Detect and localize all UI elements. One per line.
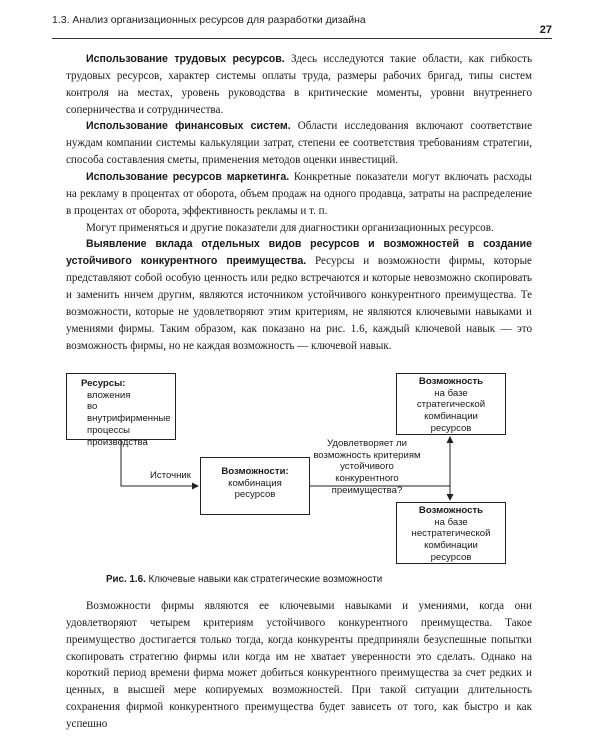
box-title: Возможности: — [221, 466, 289, 477]
box-title: Ресурсы: — [81, 378, 126, 389]
resources-box — [66, 373, 176, 448]
figure-caption — [106, 574, 382, 585]
box-line: ресурсов — [430, 422, 472, 434]
paragraph-other-indicators — [66, 220, 532, 237]
box-title: Возможность — [418, 376, 484, 387]
box-line: комбинации — [424, 540, 478, 552]
paragraph-heading: Выявление вклада отдельных видов ресурсов и возможностей в создание устойчивого конкурентного преимущества. — [66, 238, 532, 268]
strategic-capability-box — [396, 373, 506, 435]
paragraph-heading: Использование ресурсов маркетинга. — [86, 171, 290, 184]
box-line: комбинация — [228, 477, 282, 489]
body-text-bottom — [66, 598, 532, 733]
box-line: вложения — [87, 389, 131, 401]
paragraph-text: Области исследования включают соответствие нуждам компании системы калькуляции затрат, степени ее соответствия требованиям стратегии, способа составления сметы, применения методов оценки инвестиций. — [66, 120, 532, 167]
criteria-question-label: Удовлетворяет ли возможность критериям устойчивого конкурентного преимущества? — [313, 438, 421, 496]
box-line: стратегической — [416, 399, 486, 411]
paragraph-contribution — [66, 236, 532, 354]
paragraph-closing: Возможности фирмы являются ее ключевыми навыками и умениями, когда они удовлетворяют четырем критериям устойчивого конкурентного преимущества. Такое преимущество достигается только тогда, когда конкуренты предприняли безуспешные попытки скопировать стратегию фирмы или когда им не хватает уверенности это сделать. Однако на короткий период времени фирма может добиться конкурентного преимущества за счет редких и ценных, в высшей мере копируемых возможностей. При такой ситуации длительность сохранения фирмой конкурентного преимущества будет зависеть от того, как быстро и как успешно — [66, 600, 532, 731]
box-title: Возможность — [418, 505, 484, 516]
header-rule — [52, 38, 552, 39]
box-line: на базе — [434, 387, 468, 399]
caption-text: Ключевые навыки как стратегические возможности — [145, 574, 383, 585]
combination-box — [200, 457, 310, 515]
box-line: процессы — [87, 424, 131, 436]
source-label: Источник — [150, 470, 191, 481]
running-head: 1.3. Анализ организационных ресурсов для разработки дизайна — [52, 14, 366, 26]
body-text-top — [66, 51, 532, 354]
paragraph-heading: Использование финансовых систем. — [86, 120, 291, 133]
box-line: ресурсов — [234, 489, 276, 501]
nonstrategic-capability-box — [396, 502, 506, 564]
box-line: на базе — [434, 516, 468, 528]
paragraph-text: Здесь исследуются такие области, как гибкость трудовых ресурсов, характер системы оплаты труда, размеры рабочих бригад, типы систем контроля на местах, уровень руководства в критические моменты, уровни внутреннего соперничества и сотрудничества. — [66, 53, 533, 116]
paragraph-finance — [66, 118, 532, 169]
page-number: 27 — [539, 24, 552, 36]
caption-number: Рис. 1.6. — [106, 574, 146, 585]
box-line: нестратегической — [411, 528, 491, 540]
box-line: производства — [87, 436, 148, 448]
paragraph-labor — [66, 51, 532, 118]
paragraph-heading: Использование трудовых ресурсов. — [86, 53, 285, 65]
box-line: комбинации — [424, 411, 478, 423]
paragraph-text: Могут применяться и другие показатели для диагностики организационных ресурсов. — [86, 221, 494, 234]
paragraph-marketing — [66, 169, 532, 220]
paragraph-text: Ресурсы и возможности фирмы, которые представляют собой особую ценность или редко встречаются и которые невозможно скопировать и заменить ничем другим, являются источником устойчивого конкурентного преимущества. Те возможности, которые не удовлетворяют этим критериям, не являются ключевыми навыками и умениями фирмы. Таким образом, как показано на рис. 1.6, каждый ключевой навык — это возможность фирмы, но не каждая возможность — ключевой навык. — [66, 255, 532, 352]
paragraph-text: Конкретные показатели могут включать расходы на рекламу в процентах от оборота, объем продаж на одного продавца, затраты на распределение в процентах от оборота, эффективность рекламы и т. п. — [66, 171, 532, 217]
box-line: во внутрифирменные — [87, 401, 171, 425]
box-line: ресурсов — [430, 551, 472, 563]
